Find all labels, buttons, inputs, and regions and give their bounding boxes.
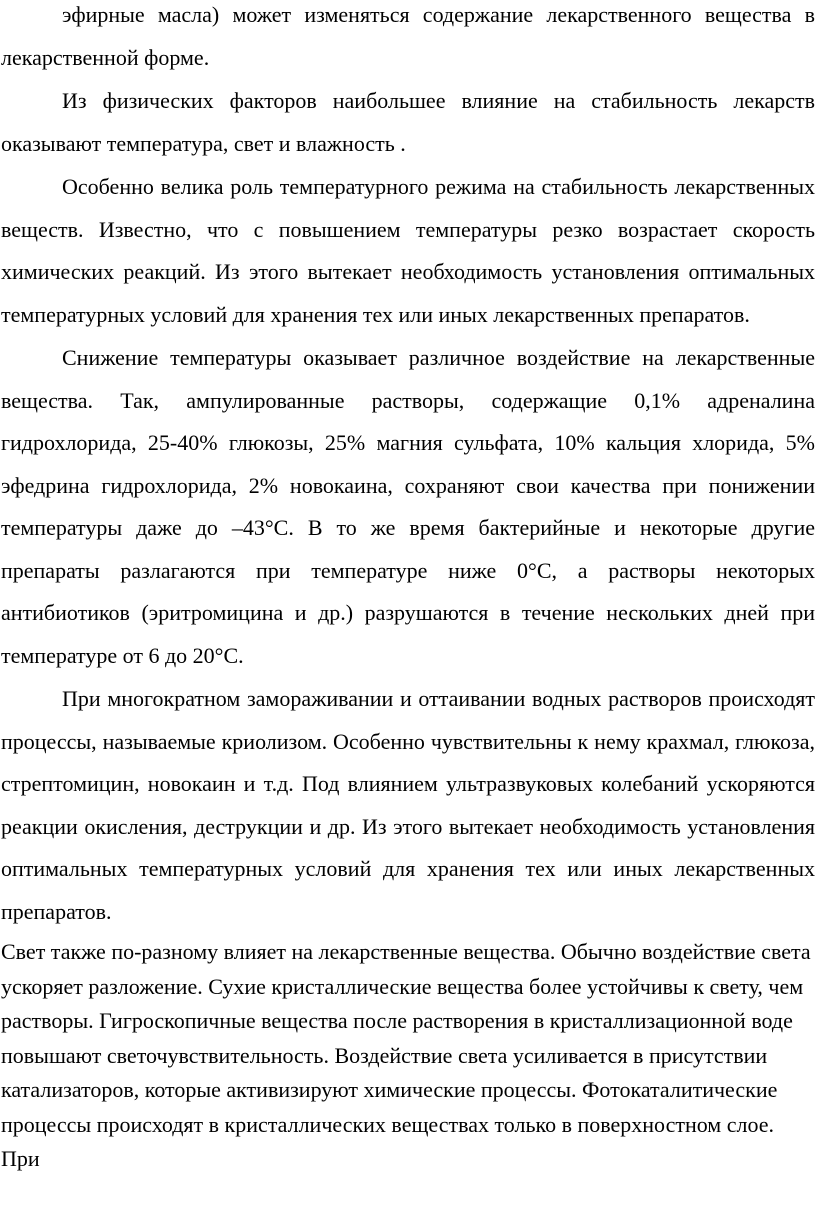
paragraph-low-temperature: Снижение температуры оказывает различное воздействие на лекарственные вещества. Так, ампулированные растворы, содержащие 0,1% адреналина гидрохлорида, 25-40% глюкозы, 25% магния сульфата, 10% кальция хлорида, 5% эфедрина гидрохлорида, 2% новокаина, сохраняют свои качества при понижении температуры даже до –43°С. В то же время бактерийные и некоторые другие препараты разлагаются при температуре ниже 0°С, а растворы некоторых антибиотиков (эритромицина и др.) разрушаются в течение нескольких дней при температуре от 6 до 20°С. (1, 345, 815, 668)
paragraph-temperature-role: Особенно велика роль температурного режима на стабильность лекарственных веществ. Известно, что с повышением температуры резко возрастает скорость химических реакций. Из этого вытекает необходимость установления оптимальных температурных условий для хранения тех или иных лекарственных препаратов. (1, 174, 815, 327)
paragraph-light-effect: Свет также по-разному влияет на лекарственные вещества. Обычно воздействие света ускоряет разложение. Сухие кристаллические вещества более устойчивы к свету, чем растворы. Гигроскопичные вещества после растворения в кристаллизационной воде повышают светочувствительность. Воздействие света усиливается в присутствии катализаторов, которые активизируют химические процессы. Фотокаталитические процессы происходят в кристаллических веществах только в поверхностном слое. При (1, 939, 811, 1171)
paragraph-continuation: эфирные масла) может изменяться содержание лекарственного вещества в лекарственной форме. (1, 2, 815, 70)
paragraph-cryolysis: При многократном замораживании и оттаивании водных растворов происходят процессы, называемые криолизом. Особенно чувствительны к нему крахмал, глюкоза, стрептомицин, новокаин и т.д. Под влиянием ультразвуковых колебаний ускоряются реакции окисления, деструкции и др. Из этого вытекает необходимость установления оптимальных температурных условий для хранения тех или иных лекарственных препаратов. (1, 686, 815, 924)
paragraph-physical-factors: Из физических факторов наибольшее влияние на стабильность лекарств оказывают температура, свет и влажность . (1, 88, 815, 156)
